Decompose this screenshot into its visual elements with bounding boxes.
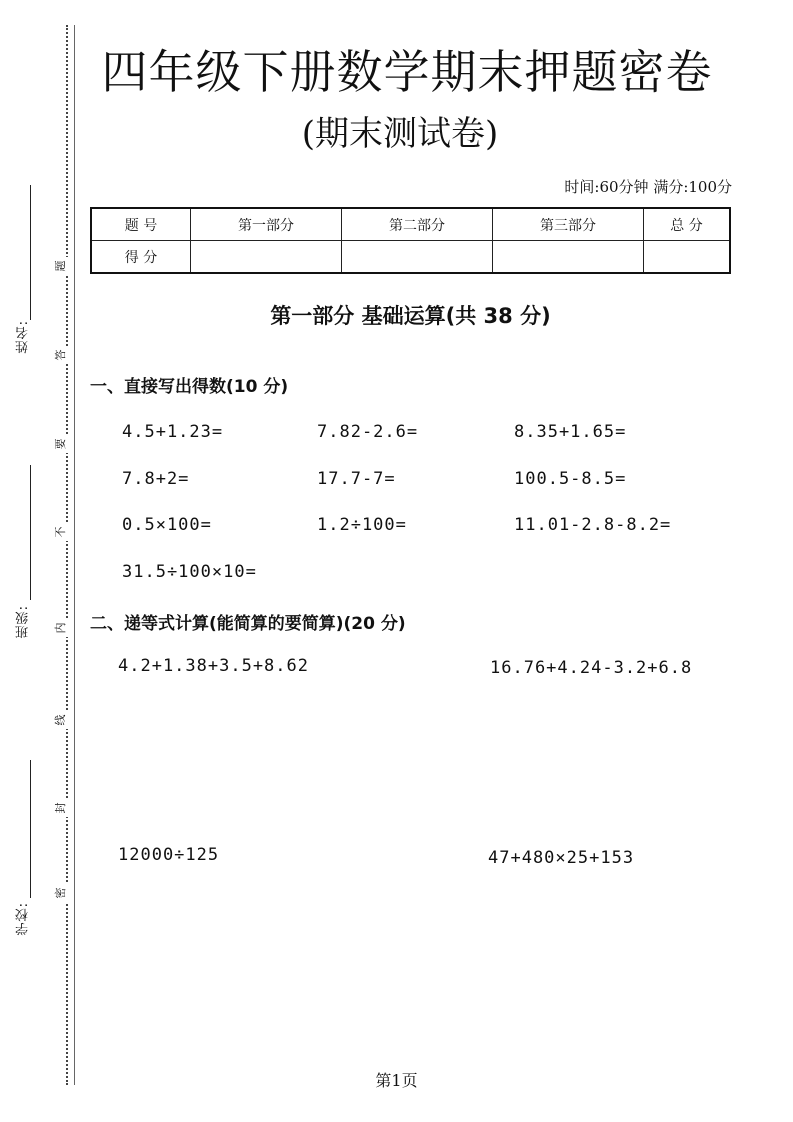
seal-char: 题	[52, 257, 68, 275]
school-line	[30, 760, 31, 898]
question-item: 11.01-2.8-8.2=	[514, 515, 672, 535]
question-item: 7.8+2=	[122, 469, 190, 489]
name-line	[30, 185, 31, 320]
score-field[interactable]	[644, 241, 731, 274]
score-field[interactable]	[493, 241, 644, 274]
table-cell: 总 分	[644, 208, 731, 241]
question-item: 16.76+4.24-3.2+6.8	[490, 658, 693, 678]
question-item: 8.35+1.65=	[514, 422, 627, 442]
question-item: 12000÷125	[118, 845, 220, 865]
class-label: 班级:	[16, 605, 31, 639]
question-item: 47+480×25+153	[488, 848, 635, 868]
score-field[interactable]	[342, 241, 493, 274]
seal-char: 要	[52, 435, 68, 453]
table-cell: 得 分	[91, 241, 191, 274]
seal-char: 答	[52, 346, 68, 364]
question-item: 4.2+1.38+3.5+8.62	[118, 656, 309, 676]
question-item: 0.5×100=	[122, 515, 212, 535]
table-cell: 第二部分	[342, 208, 493, 241]
class-line	[30, 465, 31, 600]
section-two-title: 二、递等式计算(能简算的要简算)(20 分)	[90, 614, 406, 634]
score-table-header-row	[91, 208, 730, 241]
table-cell: 第三部分	[493, 208, 644, 241]
page-number: 第1页	[375, 1071, 418, 1090]
question-item: 100.5-8.5=	[514, 469, 627, 489]
seal-char: 不	[52, 523, 68, 541]
question-item: 4.5+1.23=	[122, 422, 224, 442]
section-one-title: 一、直接写出得数(10 分)	[90, 377, 289, 397]
question-item: 1.2÷100=	[317, 515, 407, 535]
page-title: 四年级下册数学期末押题密卷	[101, 45, 713, 99]
question-item: 31.5÷100×10=	[122, 562, 257, 582]
seal-char: 密	[52, 884, 68, 902]
table-cell: 题 号	[91, 208, 191, 241]
school-label: 学校:	[16, 902, 31, 936]
score-field[interactable]	[191, 241, 342, 274]
question-item: 7.82-2.6=	[317, 422, 419, 442]
table-cell: 第一部分	[191, 208, 342, 241]
seal-solid-line	[74, 25, 75, 1085]
score-table-score-row	[91, 241, 730, 274]
question-item: 17.7-7=	[317, 469, 396, 489]
seal-dotted-line	[66, 25, 68, 1085]
seal-char: 线	[52, 711, 68, 729]
part-one-title: 第一部分 基础运算(共 38 分)	[270, 304, 551, 328]
score-table	[90, 207, 731, 274]
seal-char: 内	[52, 619, 68, 637]
name-label: 姓名:	[16, 320, 31, 354]
page-subtitle: (期末测试卷)	[301, 114, 499, 154]
exam-meta: 时间:60分钟 满分:100分	[564, 178, 732, 196]
seal-char: 封	[52, 799, 68, 817]
